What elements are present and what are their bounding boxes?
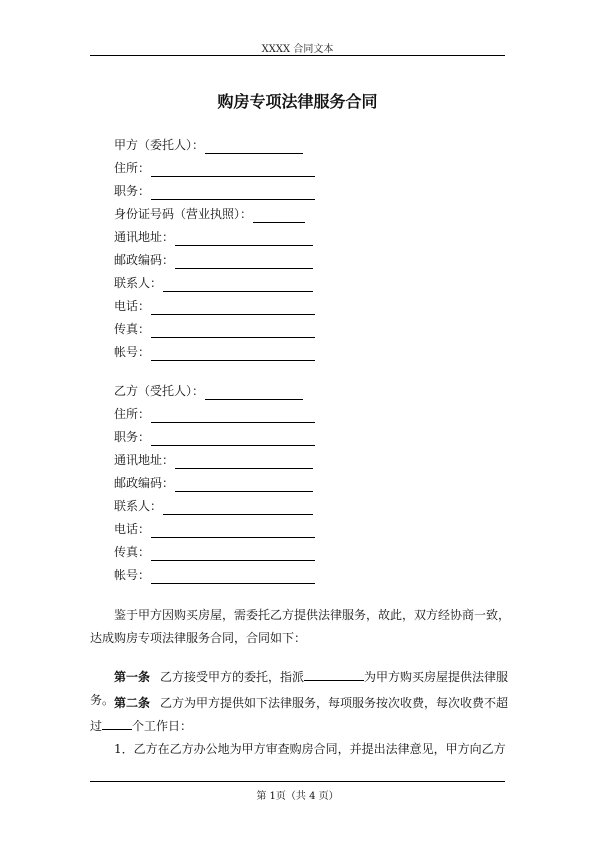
field-label: 邮政编码：	[114, 476, 175, 490]
party-a-postcode-field	[114, 251, 313, 269]
article-text: 乙方接受甲方的委托，指派	[160, 670, 305, 684]
article-number: 第二条	[114, 696, 151, 710]
fill-blank	[151, 185, 315, 200]
party-b-name-field	[114, 382, 303, 400]
field-label: 传真：	[114, 322, 151, 336]
fill-blank	[151, 546, 315, 561]
field-label: 甲方（委托人）：	[114, 138, 205, 152]
article-text: 个工作日：	[132, 719, 193, 733]
fill-blank	[151, 162, 315, 177]
field-label: 联系人：	[114, 499, 163, 513]
fill-blank	[304, 668, 364, 681]
fill-blank	[163, 500, 313, 515]
fill-blank	[151, 323, 315, 338]
article-text: 乙方为甲方提供如下法律服务，每项服务按次收费，每次收费不超过	[90, 696, 509, 733]
field-label: 邮政编码：	[114, 253, 175, 267]
field-label: 乙方（受托人）：	[114, 384, 205, 398]
party-a-account-field	[114, 343, 315, 361]
field-label: 职务：	[114, 184, 151, 198]
fill-blank	[151, 431, 315, 446]
party-a-phone-field	[114, 297, 315, 315]
party-b-mailing-address-field	[114, 451, 313, 469]
page-footer: 第 1页（共 4 页）	[256, 791, 339, 802]
footer-rule	[90, 781, 505, 782]
article-2	[90, 692, 515, 738]
fill-blank	[175, 254, 313, 269]
party-b-phone-field	[114, 520, 315, 538]
field-label: 住所：	[114, 407, 151, 421]
party-b-position-field	[114, 428, 315, 446]
item-1-paragraph: 1．乙方在乙方办公地为甲方审查购房合同，并提出法律意见，甲方向乙方	[114, 742, 506, 756]
fill-blank	[151, 300, 315, 315]
party-b-address-field	[114, 405, 315, 423]
field-label: 通讯地址：	[114, 230, 175, 244]
field-label: 通讯地址：	[114, 453, 175, 467]
fill-blank	[253, 208, 305, 223]
header-rule	[90, 55, 505, 56]
party-b-account-field	[114, 566, 315, 584]
party-a-fax-field	[114, 320, 315, 338]
party-a-address-field	[114, 159, 315, 177]
field-label: 联系人：	[114, 276, 163, 290]
fill-blank	[151, 346, 315, 361]
fill-blank	[175, 231, 313, 246]
field-label: 身份证号码（营业执照）：	[114, 207, 253, 221]
party-a-mailing-address-field	[114, 228, 313, 246]
fill-blank	[205, 139, 303, 154]
party-a-name-field	[114, 136, 303, 154]
fill-blank	[175, 477, 313, 492]
field-label: 电话：	[114, 299, 151, 313]
field-label: 电话：	[114, 522, 151, 536]
fill-blank	[163, 277, 313, 292]
field-label: 帐号：	[114, 568, 151, 582]
fill-blank	[151, 523, 315, 538]
fill-blank	[175, 454, 313, 469]
party-b-postcode-field	[114, 474, 313, 492]
fill-blank	[151, 569, 315, 584]
party-b-contact-field	[114, 497, 313, 515]
field-label: 帐号：	[114, 345, 151, 359]
article-text: 为甲方购买房屋提供法律服务。	[90, 670, 509, 707]
intro-paragraph: 鉴于甲方因购买房屋，需委托乙方提供法律服务，故此，双方经协商一致，达成购房专项法律服务合同，合同如下：	[90, 608, 511, 645]
fill-blank	[205, 385, 303, 400]
field-label: 传真：	[114, 545, 151, 559]
fill-blank	[151, 408, 315, 423]
party-a-contact-field	[114, 274, 313, 292]
party-a-id-field	[114, 205, 305, 223]
fill-blank	[102, 717, 132, 730]
party-a-position-field	[114, 182, 315, 200]
contract-title: 购房专项法律服务合同	[217, 92, 378, 111]
page-header: XXXX 合同文本	[261, 44, 334, 55]
field-label: 住所：	[114, 161, 151, 175]
article-number: 第一条	[114, 670, 151, 684]
party-b-fax-field	[114, 543, 315, 561]
field-label: 职务：	[114, 430, 151, 444]
